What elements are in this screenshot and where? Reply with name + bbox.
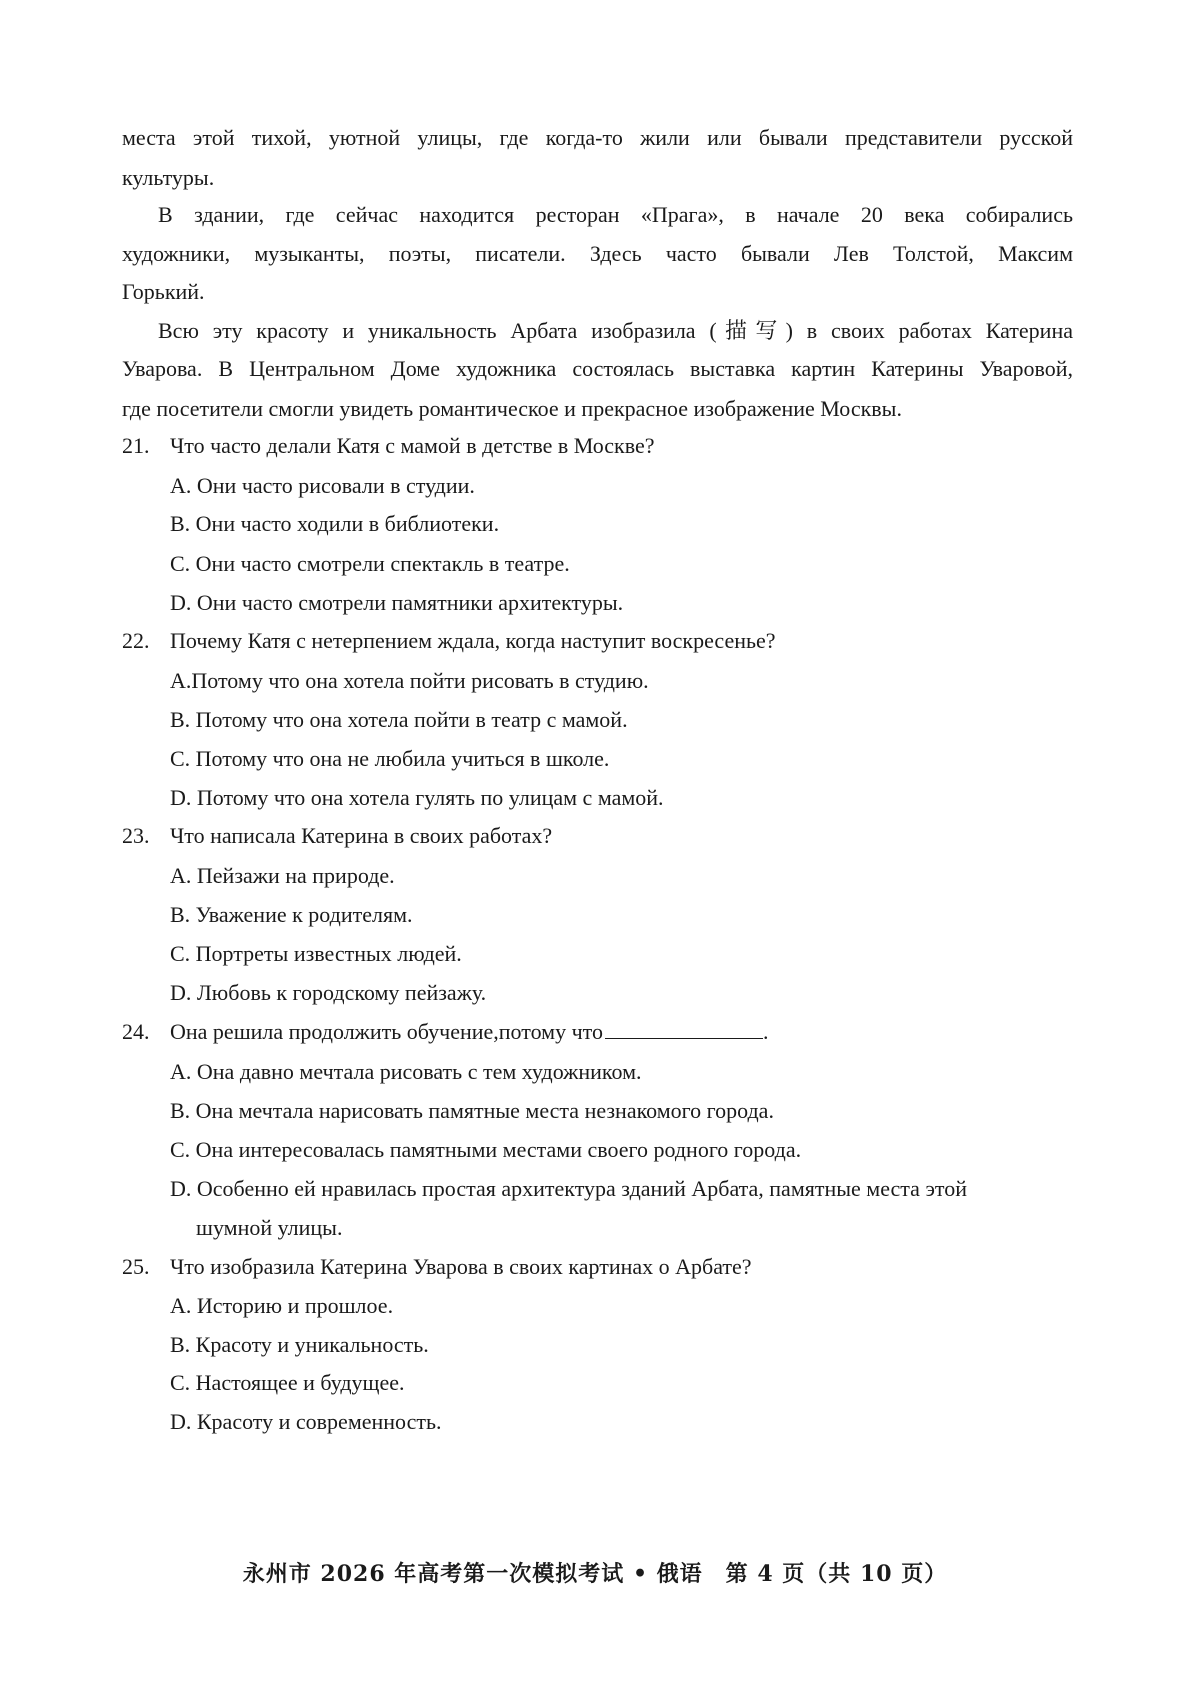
question-text-end: . bbox=[763, 1019, 769, 1044]
question-21 bbox=[122, 432, 655, 460]
option-23-c: C. Портреты известных людей. bbox=[170, 941, 462, 966]
question-number: 22. bbox=[122, 628, 150, 653]
passage-line-2: культуры. bbox=[122, 165, 215, 190]
question-24 bbox=[122, 1018, 769, 1046]
question-number: 25. bbox=[122, 1254, 150, 1279]
passage-line-7: Уварова. В Центральном Доме художника состоялась выставка картин Катерины Уваровой, bbox=[122, 356, 1073, 381]
option-23-b: B. Уважение к родителям. bbox=[170, 902, 413, 927]
option-21-d: D. Они часто смотрели памятники архитектуры. bbox=[170, 590, 624, 615]
option-24-a: A. Она давно мечтала рисовать с тем художником. bbox=[170, 1059, 642, 1084]
page-footer: 永州市 2026 年高考第一次模拟考试 • 俄语 第 4 页（共 10 页） bbox=[242, 1561, 948, 1587]
option-21-a: A. Они часто рисовали в студии. bbox=[170, 473, 475, 498]
question-23 bbox=[122, 822, 552, 850]
option-23-a: A. Пейзажи на природе. bbox=[170, 863, 395, 888]
option-24-b: B. Она мечтала нарисовать памятные места незнакомого города. bbox=[170, 1098, 774, 1123]
passage-line-1: места этой тихой, уютной улицы, где когда-то жили или бывали представители русской bbox=[122, 125, 1073, 150]
passage-line-8: где посетители смогли увидеть романтическое и прекрасное изображение Москвы. bbox=[122, 396, 902, 421]
passage-line-4: художники, музыканты, поэты, писатели. Здесь часто бывали Лев Толстой, Максим bbox=[122, 241, 1073, 266]
question-text: Что часто делали Катя с мамой в детстве в Москве? bbox=[170, 433, 655, 458]
option-24-d: D. Особенно ей нравилась простая архитектура зданий Арбата, памятные места этой bbox=[170, 1176, 967, 1201]
option-25-b: B. Красоту и уникальность. bbox=[170, 1332, 429, 1357]
answer-blank bbox=[605, 1018, 763, 1039]
passage-line-5: Горький. bbox=[122, 279, 205, 304]
option-24-d-continuation: шумной улицы. bbox=[196, 1215, 343, 1240]
question-number: 21. bbox=[122, 433, 150, 458]
option-25-a: A. Историю и прошлое. bbox=[170, 1293, 394, 1318]
question-25 bbox=[122, 1253, 752, 1281]
option-21-b: B. Они часто ходили в библиотеки. bbox=[170, 511, 500, 536]
question-text: Она решила продолжить обучение,потому что bbox=[170, 1019, 603, 1044]
option-25-c: C. Настоящее и будущее. bbox=[170, 1370, 405, 1395]
option-22-b: B. Потому что она хотела пойти в театр с мамой. bbox=[170, 707, 628, 732]
question-number: 23. bbox=[122, 823, 150, 848]
question-22 bbox=[122, 627, 776, 655]
passage-line-6: Всю эту красоту и уникальность Арбата изобразила (描写) в своих работах Катерина bbox=[158, 318, 1073, 343]
option-23-d: D. Любовь к городскому пейзажу. bbox=[170, 980, 487, 1005]
option-22-a: A.Потому что она хотела пойти рисовать в студию. bbox=[170, 668, 649, 693]
option-25-d: D. Красоту и современность. bbox=[170, 1409, 442, 1434]
question-text: Что написала Катерина в своих работах? bbox=[170, 823, 553, 848]
option-22-d: D. Потому что она хотела гулять по улицам с мамой. bbox=[170, 785, 664, 810]
question-text: Почему Катя с нетерпением ждала, когда наступит воскресенье? bbox=[170, 628, 776, 653]
passage-line-3: В здании, где сейчас находится ресторан «Прага», в начале 20 века собирались bbox=[158, 202, 1073, 227]
option-24-c: C. Она интересовалась памятными местами своего родного города. bbox=[170, 1137, 802, 1162]
question-number: 24. bbox=[122, 1019, 150, 1044]
option-22-c: C. Потому что она не любила учиться в школе. bbox=[170, 746, 610, 771]
option-21-c: C. Они часто смотрели спектакль в театре. bbox=[170, 551, 570, 576]
question-text: Что изобразила Катерина Уварова в своих картинах о Арбате? bbox=[170, 1254, 752, 1279]
